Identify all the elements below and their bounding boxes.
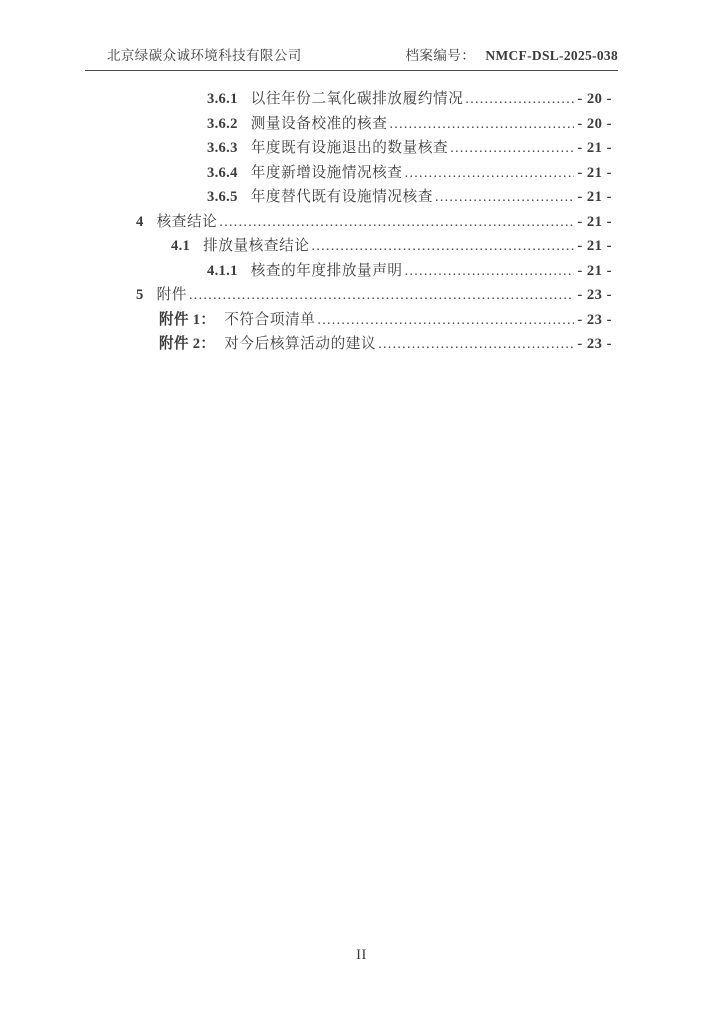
toc-entry-number: 3.6.5 (207, 189, 238, 205)
toc-entry-page: - 21 - (577, 238, 612, 254)
toc-entry[interactable] (85, 259, 612, 284)
toc-entry-number: 3.6.2 (207, 115, 238, 132)
toc-entry-page: - 21 - (577, 262, 612, 279)
toc-entry-title: 附件 (156, 287, 187, 303)
table-of-contents (85, 87, 612, 357)
toc-entry-page: - 23 - (577, 336, 612, 352)
doc-number (405, 46, 618, 66)
toc-entry-page: - 20 - (577, 91, 612, 107)
toc-entry-title: 年度新增设施情况核查 (250, 164, 403, 181)
toc-leader-dots (389, 117, 574, 133)
toc-entry-title: 对今后核算活动的建议 (224, 336, 377, 352)
toc-entry-title: 测量设备校准的核查 (250, 115, 388, 132)
page-header (85, 46, 618, 66)
toc-entry-page: - 23 - (577, 311, 612, 328)
toc-leader-dots (465, 92, 574, 108)
toc-leader-dots (378, 337, 574, 353)
toc-entry-number: 3.6.4 (207, 164, 238, 181)
toc-entry-number: 附件 1： (159, 311, 216, 328)
toc-entry-title: 核查结论 (156, 213, 218, 230)
toc-entry[interactable] (85, 234, 612, 259)
toc-entry[interactable] (85, 332, 612, 357)
toc-leader-dots (317, 313, 574, 329)
toc-leader-dots (189, 288, 574, 304)
header-rule (85, 70, 618, 71)
toc-entry-number: 4.1 (171, 238, 191, 254)
toc-entry[interactable] (85, 185, 612, 210)
toc-entry[interactable] (85, 136, 612, 161)
company-name: 北京绿碳众诚环境科技有限公司 (107, 48, 302, 63)
toc-entry[interactable] (85, 283, 612, 308)
toc-entry-number: 3.6.1 (207, 91, 238, 107)
toc-entry-page: - 23 - (577, 287, 612, 303)
toc-entry[interactable] (85, 112, 612, 137)
toc-entry-number: 5 (136, 287, 144, 303)
toc-entry-title: 年度既有设施退出的数量核查 (250, 140, 449, 156)
toc-leader-dots (435, 190, 574, 206)
toc-leader-dots (219, 215, 574, 231)
toc-leader-dots (405, 166, 575, 182)
toc-leader-dots (450, 141, 574, 157)
toc-entry-number: 4 (136, 213, 144, 230)
toc-entry-title: 以往年份二氧化碳排放履约情况 (250, 91, 464, 107)
doc-number-value: NMCF-DSL-2025-038 (485, 48, 618, 63)
toc-leader-dots (405, 264, 575, 280)
toc-entry-page: - 21 - (577, 189, 612, 205)
toc-entry-title: 不符合项清单 (224, 311, 316, 328)
toc-entry[interactable] (85, 161, 612, 186)
toc-entry-page: - 21 - (577, 140, 612, 156)
toc-entry[interactable] (85, 210, 612, 235)
toc-entry-number: 3.6.3 (207, 140, 238, 156)
toc-entry[interactable] (85, 87, 612, 112)
toc-entry[interactable] (85, 308, 612, 333)
toc-entry-number: 4.1.1 (207, 262, 238, 279)
toc-entry-page: - 21 - (577, 213, 612, 230)
toc-entry-number: 附件 2： (159, 336, 216, 352)
doc-number-label: 档案编号： (405, 48, 476, 63)
toc-entry-title: 核查的年度排放量声明 (250, 262, 403, 279)
toc-entry-page: - 20 - (577, 115, 612, 132)
toc-entry-title: 排放量核查结论 (203, 238, 310, 254)
toc-entry-title: 年度替代既有设施情况核查 (250, 189, 434, 205)
toc-leader-dots (312, 239, 575, 255)
page-number-footer: II (356, 947, 367, 963)
toc-entry-page: - 21 - (577, 164, 612, 181)
